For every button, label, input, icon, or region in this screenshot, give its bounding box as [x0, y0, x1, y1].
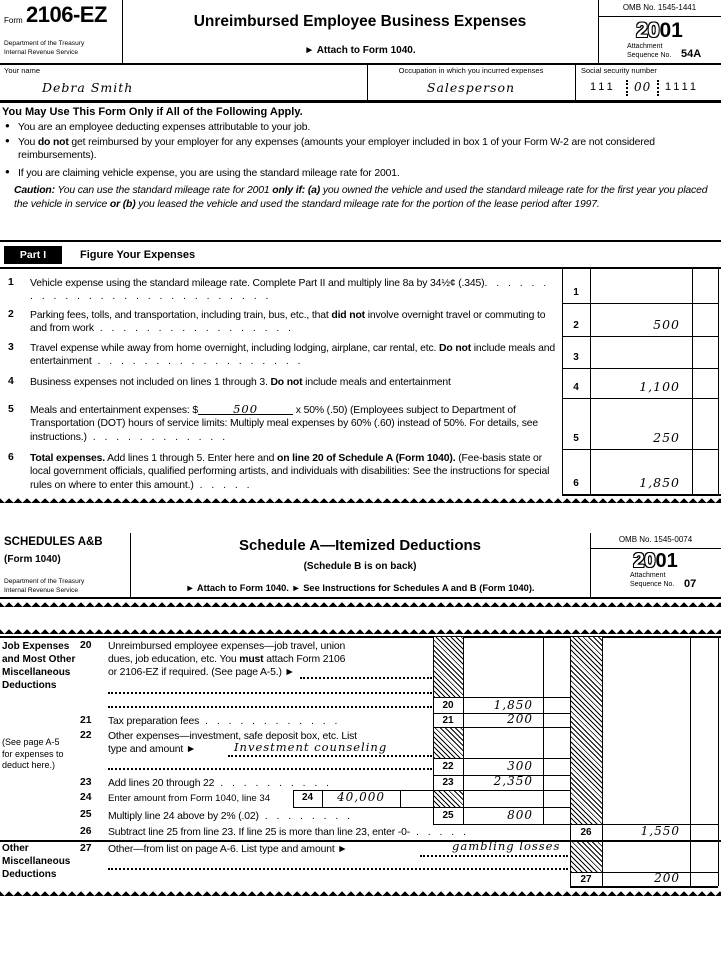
grid-line — [543, 636, 544, 824]
caution-paragraph — [14, 184, 716, 212]
line-4-amount[interactable]: 1,100 — [639, 379, 680, 394]
attachment-word: Attachment — [627, 43, 663, 50]
line-6-post: (Fee-basis state or local government officials, qualified performing artists, and individuals with disabilities: See the instructions for special rules on where to enter this amount.) — [30, 453, 550, 491]
grid-line — [602, 636, 603, 886]
leader-dots: . . . . . — [193, 479, 253, 491]
line-27-written-type[interactable]: gambling losses — [452, 839, 561, 853]
part-1-badge: Part I — [4, 246, 62, 264]
line-4-number: 4 — [8, 376, 14, 387]
line-6-number: 6 — [8, 452, 14, 463]
hatched-cell — [571, 637, 602, 824]
line-24-description: Enter amount from Form 1040, line 34 — [108, 793, 271, 804]
side-label-job-expenses: Job Expenses and Most Other Miscellaneous Deductions — [2, 641, 76, 691]
line-21-box: 21 — [442, 715, 454, 726]
caution-text-1: You can use the standard mileage rate for 2001 — [54, 185, 273, 196]
dotted-entry-line[interactable] — [108, 857, 568, 870]
line-3-box: 3 — [573, 352, 579, 363]
grid-line — [562, 303, 718, 304]
header-bottom-rule — [0, 63, 721, 65]
line-27-description: Other—from list on page A-6. List type and amount ► — [108, 844, 348, 855]
line-2-box: 2 — [573, 320, 579, 331]
grid-line — [570, 886, 718, 888]
leader-dots: . . . . . . . . — [258, 811, 354, 822]
your-name-value[interactable]: Debra Smith — [42, 80, 134, 95]
line-24-box-border — [400, 790, 401, 807]
schedule-a-title: Schedule A—Itemized Deductions — [239, 537, 481, 554]
line-5-description — [30, 404, 558, 444]
line-20-r2pre: dues, job education, etc. You — [108, 654, 240, 665]
line-6-bold2: on line 20 of Schedule A (Form 1040). — [277, 453, 456, 464]
schedule-a-attach: ► Attach to Form 1040. ► See Instructions for Schedules A and B (Form 1040). — [185, 583, 535, 593]
hatched-cell — [434, 637, 463, 697]
grid-line — [718, 269, 719, 495]
line-23-description — [108, 777, 438, 790]
dotted-entry-line[interactable] — [108, 757, 432, 770]
name-row-bottom-rule — [0, 100, 721, 103]
year-outline: 20 — [633, 550, 656, 572]
line-2-pre: Parking fees, tolls, and transportation, including train, bus, etc., that — [30, 310, 332, 321]
line-1-box: 1 — [573, 287, 579, 298]
occupation-label: Occupation in which you incurred expenses — [398, 66, 544, 75]
line-22-box: 22 — [442, 761, 454, 772]
line-5-amount[interactable]: 250 — [653, 430, 680, 445]
eligibility-bullet-1: You are an employee deducting expenses attributable to your job. — [18, 122, 311, 133]
dotted-entry-line[interactable] — [108, 695, 432, 708]
leader-dots: . . . . . . . . . . . . . . . . . — [93, 323, 295, 335]
line-2-bold: did not — [331, 310, 365, 321]
line-20-r2bold: must — [239, 654, 264, 665]
torn-edge — [0, 628, 721, 634]
caution-text-2: you owned the vehicle and used the standard mileage rate for the first year you placed the vehicle in service — [14, 185, 708, 210]
bullet-icon: ● — [5, 121, 10, 130]
caution-bold-1: only if: (a) — [272, 185, 321, 196]
form-2106-title: Unreimbursed Employee Business Expenses — [193, 13, 527, 30]
dept-treasury: Department of the Treasury — [4, 578, 85, 585]
attach-to-1040: ► Attach to Form 1040. — [304, 45, 416, 56]
line-21-number: 21 — [80, 715, 92, 726]
line-20-row2 — [108, 653, 438, 666]
tax-year — [590, 550, 721, 573]
line-2-amount[interactable]: 500 — [653, 317, 680, 332]
your-name-label: Your name — [4, 66, 40, 75]
eligibility-bullet-3: If you are claiming vehicle expense, you are using the standard mileage rate for 2001. — [18, 168, 400, 179]
irs-label: Internal Revenue Service — [4, 587, 79, 594]
line-3-description — [30, 342, 558, 369]
part-1-title: Figure Your Expenses — [80, 249, 196, 261]
name-row-divider-2 — [575, 63, 576, 100]
sequence-word: Sequence No. — [630, 581, 675, 588]
line-23-amount[interactable]: 2,350 — [493, 774, 533, 788]
dotted-entry-line[interactable] — [228, 743, 432, 757]
line-4-description — [30, 376, 558, 389]
line-25-number: 25 — [80, 809, 92, 820]
line-21-amount[interactable]: 200 — [507, 712, 533, 726]
part-1-bottom-rule — [0, 267, 721, 269]
caution-label: Caution: — [14, 185, 55, 196]
torn-edge — [0, 890, 721, 896]
line-22-row2: type and amount ► — [108, 744, 197, 755]
omb-number: OMB No. 1545-1441 — [622, 3, 697, 12]
line-4-box: 4 — [573, 382, 579, 393]
line-21-text: Tax preparation fees — [108, 716, 200, 727]
line-24-number: 24 — [80, 792, 92, 803]
line-4-post: include meals and entertainment — [302, 377, 451, 388]
grid-line — [718, 636, 719, 886]
tax-year — [598, 19, 721, 43]
eligibility-bullet-2 — [18, 136, 718, 163]
leader-dots: . . . . . — [410, 827, 469, 838]
line-26-number: 26 — [80, 826, 92, 837]
ssn-part2[interactable]: 00 — [634, 80, 652, 94]
eligibility-heading: You May Use This Form Only if All of the Following Apply. — [2, 106, 303, 118]
line-20-row1: Unreimbursed employee expenses—job travel, union — [108, 641, 346, 652]
grid-line — [562, 449, 718, 450]
torn-edge — [0, 497, 721, 503]
form-1040-label: (Form 1040) — [4, 554, 61, 565]
line-25-text: Multiply line 24 above by 2% (.02) — [108, 811, 259, 822]
sequence-number: 07 — [684, 578, 697, 590]
omb-number: OMB No. 1545-0074 — [618, 535, 693, 544]
grid-line — [562, 398, 718, 399]
leader-dots: . . . . . . . . . . . . . . . . . . — [91, 356, 304, 368]
dept-treasury: Department of the Treasury — [4, 40, 85, 47]
grid-line — [463, 636, 464, 824]
ssn-separator-1 — [626, 80, 628, 96]
sequence-number: 54A — [681, 48, 702, 60]
ssn-label: Social security number — [581, 66, 657, 75]
hatched-cell — [434, 728, 463, 758]
line-20-box: 20 — [442, 700, 454, 711]
line-4-pre: Business expenses not included on lines 1 through 3. — [30, 377, 271, 388]
line-20-r2post: attach Form 2106 — [263, 654, 346, 665]
bullet-2-pre: You — [18, 137, 38, 148]
table-top-rule — [0, 636, 721, 638]
line-5-box: 5 — [573, 433, 579, 444]
line-5-post: x 50% (.50) (Employees subject to Department of Transportation (DOT) hours of service limits: Multiply meal expenses by 60% (.60) instead of 50%. For details, see instructions.) — [30, 405, 539, 443]
hatched-cell — [571, 842, 602, 872]
line-26-amount[interactable]: 1,550 — [640, 824, 680, 838]
caution-bold-2: or (b) — [109, 198, 136, 210]
leader-dots: . . . . . . . . . . . . . . . . . . . . . . . . . . . — [30, 278, 550, 303]
line-24-inline-box-number: 24 — [301, 792, 314, 803]
line-5-written-meals[interactable]: 500 — [198, 404, 293, 415]
torn-edge — [0, 601, 721, 607]
ssn-part3[interactable]: 1111 — [665, 81, 700, 93]
caution-text-3: you leased the vehicle and used the standard mileage rate for the portion of the lease period after 1997. — [135, 198, 600, 210]
line-5-number: 5 — [8, 404, 14, 415]
line-25-amount[interactable]: 800 — [507, 808, 533, 822]
grid-line — [562, 336, 718, 337]
line-6-box: 6 — [573, 478, 579, 489]
leader-dots: . . . . . . . . . . . . — [86, 431, 229, 443]
line-6-amount[interactable]: 1,850 — [639, 475, 680, 490]
dotted-entry-line[interactable] — [108, 681, 432, 694]
line-23-text: Add lines 20 through 22 — [108, 778, 215, 789]
bullet-icon: ● — [5, 136, 10, 145]
line-3-number: 3 — [8, 342, 14, 353]
line-23-box: 23 — [442, 777, 454, 788]
line-22-amount[interactable]: 300 — [507, 759, 533, 773]
line-27-box: 27 — [580, 874, 592, 885]
year-outline: 20 — [636, 19, 660, 42]
omb-underline — [590, 548, 721, 549]
form-word: Form — [4, 16, 23, 25]
line-20-amount[interactable]: 1,850 — [493, 698, 533, 712]
line-20-row3: or 2106-EZ if required. (See page A-5.) ► — [108, 667, 295, 678]
sequence-word: Sequence No. — [627, 52, 672, 59]
hatched-cell — [434, 791, 463, 807]
schedule-b-note: (Schedule B is on back) — [303, 561, 417, 572]
line-3-bold: Do not — [439, 343, 472, 354]
year-bold: 01 — [659, 19, 683, 42]
line-6-description — [30, 452, 558, 492]
line-20-number: 20 — [80, 640, 92, 651]
bullet-2-post: get reimbursed by your employer for any expenses (amounts your employer included in box 1 of your Form W-2 are not considered reimbursements). — [18, 137, 655, 162]
occupation-value[interactable]: Salesperson — [426, 80, 516, 95]
line-22-number: 22 — [80, 730, 92, 741]
line-6-bold: Total expenses. — [30, 453, 105, 464]
form-number: 2106-EZ — [26, 2, 107, 27]
line-26-description — [108, 826, 568, 839]
line-27-number: 27 — [80, 843, 92, 854]
side-label-see-page: (See page A-5 for expenses to deduct here.) — [2, 737, 64, 770]
irs-label: Internal Revenue Service — [4, 49, 79, 56]
grid-line — [0, 840, 721, 842]
ssn-part1[interactable]: 111 — [590, 81, 616, 93]
ssn-separator-2 — [657, 80, 659, 96]
line-5-pre: Meals and entertainment expenses: $ — [30, 405, 199, 416]
side-label-other-misc: Other Miscellaneous Deductions — [2, 843, 71, 880]
grid-line — [562, 494, 721, 496]
schedules-ab-label: SCHEDULES A&B — [4, 536, 103, 548]
schedule-a-header-rule — [0, 597, 721, 599]
line-22-row1: Other expenses—investment, safe deposit box, etc. List — [108, 731, 357, 742]
dotted-entry-line[interactable] — [420, 843, 568, 857]
line-1-number: 1 — [8, 277, 14, 288]
attachment-word: Attachment — [630, 572, 666, 579]
dotted-entry-line[interactable] — [300, 666, 432, 679]
bullet-icon: ● — [5, 167, 10, 176]
line-22-written-type[interactable]: Investment counseling — [234, 740, 388, 754]
line-1-description — [30, 277, 558, 304]
line-21-description — [108, 715, 438, 728]
line-6-mid: Add lines 1 through 5. Enter here and — [104, 453, 278, 464]
line-2-description — [30, 309, 558, 336]
year-bold: 01 — [655, 550, 678, 572]
leader-dots: . . . . . . . . . . — [214, 778, 333, 789]
line-2-post: involve overnight travel or commuting to and from work — [30, 310, 546, 335]
line-4-bold: Do not — [270, 377, 303, 388]
bullet-2-bold: do not — [37, 137, 69, 148]
grid-line — [690, 636, 691, 886]
line-3-pre: Travel expense while away from home overnight, including lodging, airplane, car rental, etc. — [30, 343, 440, 354]
line-27-amount[interactable]: 200 — [654, 871, 680, 885]
line-26-text: Subtract line 25 from line 23. If line 25 is more than line 23, enter -0- — [108, 827, 411, 838]
line-1-text: Vehicle expense using the standard mileage rate. Complete Part II and multiply line 8a by 34½¢ (.345) — [30, 278, 485, 289]
line-26-box: 26 — [580, 827, 592, 838]
grid-line — [562, 368, 718, 369]
line-25-description — [108, 810, 438, 823]
line-3-post: include meals and entertainment — [30, 343, 555, 368]
eligibility-bottom-rule — [0, 240, 721, 242]
omb-underline — [598, 16, 721, 17]
line-2-number: 2 — [8, 309, 14, 320]
leader-dots: . . . . . . . . . . . . — [199, 716, 341, 727]
line-23-number: 23 — [80, 777, 92, 788]
line-25-box: 25 — [442, 810, 454, 821]
line-24-value[interactable]: 40,000 — [337, 790, 385, 804]
